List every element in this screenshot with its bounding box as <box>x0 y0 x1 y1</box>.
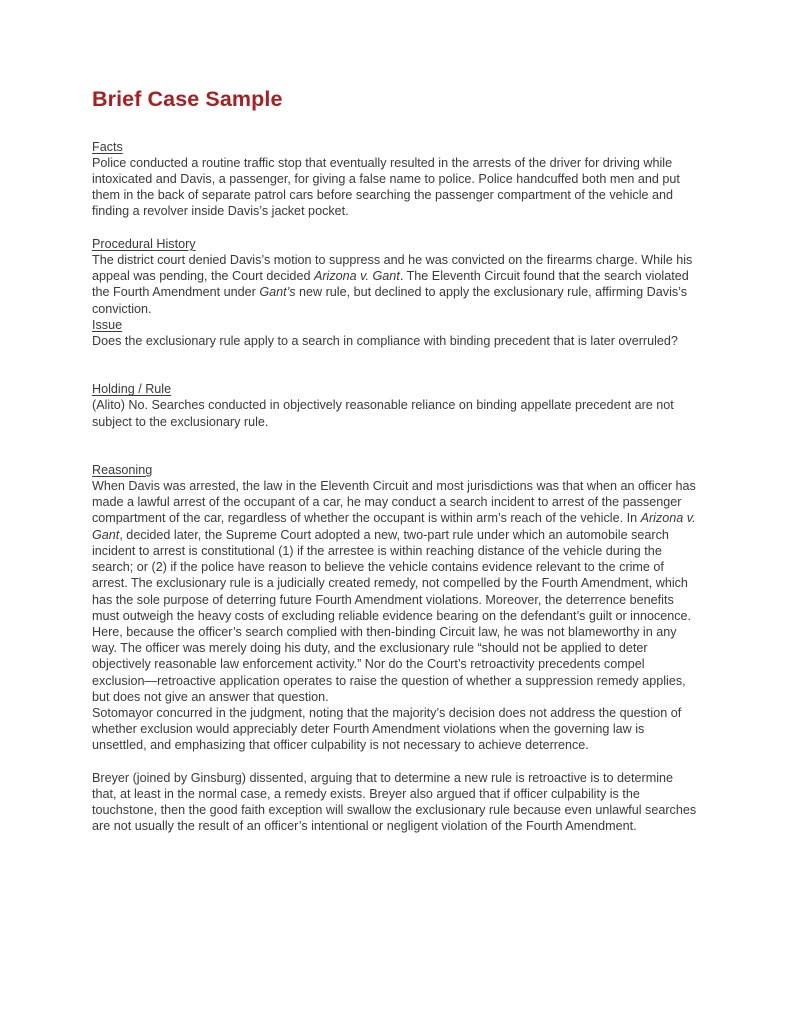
section-heading-holding-rule: Holding / Rule <box>92 382 172 397</box>
spacer <box>92 349 700 381</box>
case-citation-arizona-v-gant-reasoning: Arizona v. Gant <box>92 511 696 542</box>
spacer <box>92 220 700 236</box>
section-body-issue: Does the exclusionary rule apply to a search in compliance with binding precedent that is later overruled? <box>92 334 678 349</box>
section-body-dissent: Breyer (joined by Ginsburg) dissented, arguing that to determine a new rule is retroactive is to determine that, at least in the normal case, a remedy exists. Breyer also argued that if officer culpability is the touchstone, then the good faith exception will swallow the exclusionary rule because even unlawful searches are not usually the result of an officer’s intentional or negligent violation of the Fourth Amendment. <box>92 770 697 834</box>
reasoning-text-2: , decided later, the Supreme Court adopted a new, two-part rule under which an automobile search incident to arrest is constitutional (1) if the arrestee is within reaching distance of the vehicle during the search; or (2) if the police have reason to believe the vehicle contains evidence relevant to the crime of arrest. The exclusionary rule is a judicially created remedy, not compelled by the Fourth Amendment, which has the sole purpose of deterring future Fourth Amendment violations. Moreover, the deterrence benefits must outweigh the heavy costs of excluding reliable evidence bearing on the defendant’s guilt or innocence. Here, because the officer’s search complied with then-binding Circuit law, he was not blameworthy in any way. The officer was merely doing his duty, and the exclusionary rule “should not be applied to deter objectively reasonable law enforcement activity.” Nor do the Court’s retroactivity precedents compel exclusion—retroactive application operates to raise the question of whether a suppression remedy applies, but does not give an answer that question. <box>92 527 692 704</box>
procedural-text-3: new rule, but declined to apply the exclusionary rule, affirming Davis’s conviction. <box>92 285 688 316</box>
spacer <box>92 754 700 770</box>
section-body-facts: Police conducted a routine traffic stop that eventually resulted in the arrests of the driver for driving while intoxicated and Davis, a passenger, for giving a false name to police. Police handcuffed both men and put them in the back of separate patrol cars before searching the passenger compartment of the vehicle and finding a revolver inside Davis’s jacket pocket. <box>92 155 680 219</box>
section-heading-facts: Facts <box>92 139 123 154</box>
section-heading-reasoning: Reasoning <box>92 462 153 477</box>
section-body-procedural-history <box>92 252 700 317</box>
case-citation-arizona-v-gant: Arizona v. Gant <box>313 269 400 284</box>
page-title: Brief Case Sample <box>92 87 283 111</box>
section-issue <box>92 317 700 349</box>
section-heading-issue: Issue <box>92 317 123 332</box>
procedural-text-1: The district court denied Davis’s motion to suppress and he was convicted on the firearms charge. While his appeal was pending, the Court decided <box>92 253 693 284</box>
document-body <box>92 88 700 835</box>
reasoning-text-1: When Davis was arrested, the law in the Eleventh Circuit and most jurisdictions was that when an officer has made a lawful arrest of the occupant of a car, he may conduct a search incident to arrest of the passenger compartment of the car, regardless of whether the occupant is within arm’s reach of the vehicle. In <box>92 479 696 526</box>
spacer <box>92 430 700 462</box>
section-body-holding-rule: (Alito) No. Searches conducted in objectively reasonable reliance on binding appellate precedent are not subject to the exclusionary rule. <box>92 398 674 429</box>
procedural-text-2: . The Eleventh Circuit found that the search violated the Fourth Amendment under <box>92 269 689 300</box>
section-holding-rule <box>92 381 700 430</box>
section-facts <box>92 139 700 220</box>
section-reasoning <box>92 462 700 835</box>
section-body-concurrence: Sotomayor concurred in the judgment, noting that the majority’s decision does not address the question of whether exclusion would appreciably deter Fourth Amendment violations when the governing law is unsettled, and emphasizing that officer culpability is not necessary to achieve deterrence. <box>92 705 682 753</box>
section-heading-procedural-history: Procedural History <box>92 236 196 251</box>
case-citation-gant: Gant’s <box>259 285 296 300</box>
section-body-reasoning <box>92 478 700 705</box>
section-procedural-history <box>92 236 700 317</box>
